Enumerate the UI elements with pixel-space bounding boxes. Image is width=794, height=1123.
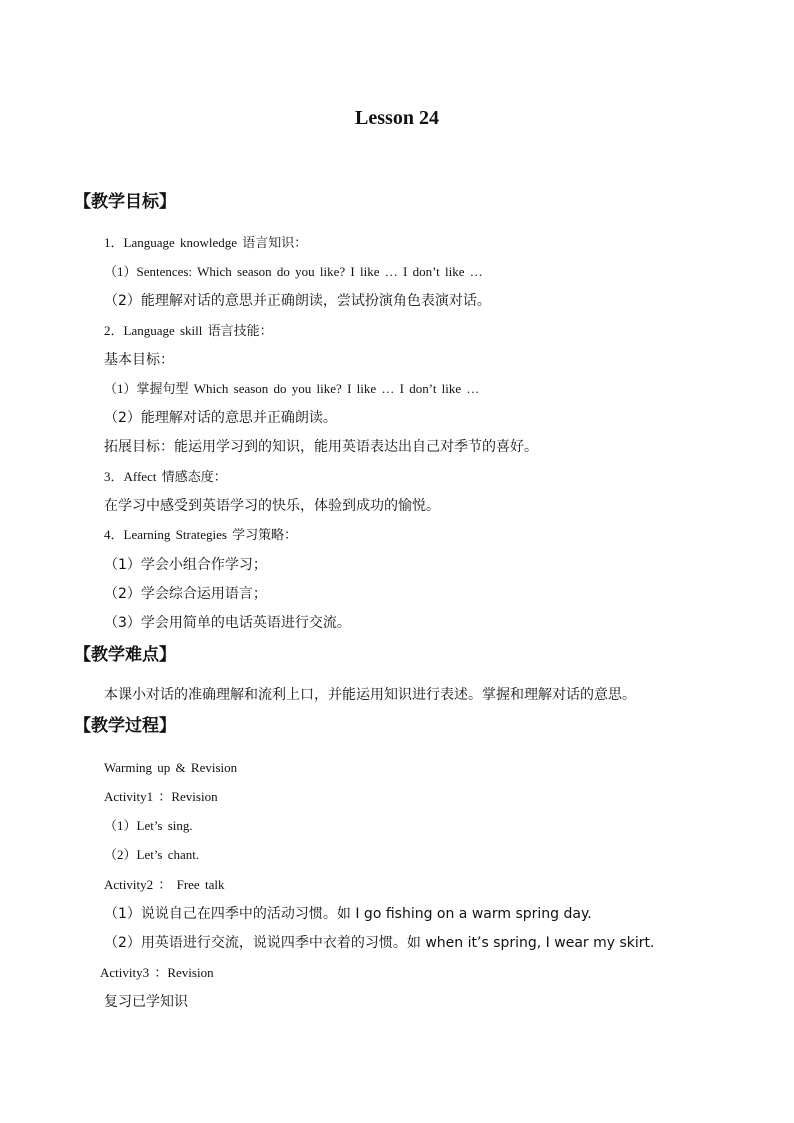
process-line-5: Activity2 ： Free talk bbox=[104, 877, 225, 892]
section-heading-process: 【教学过程】 bbox=[74, 716, 176, 736]
process-line-1: Warming up & Revision bbox=[104, 760, 238, 775]
objective-line-11: 4．Learning Strategies 学习策略： bbox=[104, 527, 298, 542]
objective-line-8: 拓展目标：能运用学习到的知识，能用英语表达出自己对季节的喜好。 bbox=[104, 439, 538, 455]
objective-line-3: （2）能理解对话的意思并正确朗读，尝试扮演角色表演对话。 bbox=[104, 293, 491, 309]
objective-line-7: （2）能理解对话的意思并正确朗读。 bbox=[104, 410, 337, 426]
objective-line-9: 3．Affect 情感态度： bbox=[104, 469, 227, 484]
difficulty-line-1: 本课小对话的准确理解和流利上口，并能运用知识进行表述。掌握和理解对话的意思。 bbox=[104, 687, 636, 703]
process-line-7: （2）用英语进行交流，说说四季中衣着的习惯。如 when it’s spring, I wear my skirt. bbox=[104, 935, 655, 951]
objective-line-2: （1）Sentences: Which season do you like? I like … I don’t like … bbox=[104, 264, 483, 279]
objective-line-12: （1）学会小组合作学习； bbox=[104, 557, 267, 573]
objective-line-13: （2）学会综合运用语言； bbox=[104, 586, 267, 602]
process-line-3: （1）Let’s sing. bbox=[104, 818, 193, 833]
process-line-4: （2）Let’s chant. bbox=[104, 847, 200, 862]
process-line-9: 复习已学知识 bbox=[104, 994, 188, 1010]
process-line-2: Activity1 ：Revision bbox=[104, 789, 218, 804]
process-line-6: （1）说说自己在四季中的活动习惯。如 I go fishing on a warm spring day. bbox=[104, 906, 592, 922]
objective-line-4: 2．Language skill 语言技能： bbox=[104, 323, 273, 338]
section-heading-objectives: 【教学目标】 bbox=[74, 192, 176, 212]
section-heading-difficulties: 【教学难点】 bbox=[74, 645, 176, 665]
objective-line-6: （1）掌握句型 Which season do you like? I like … I don’t like … bbox=[104, 381, 480, 396]
objective-line-14: （3）学会用简单的电话英语进行交流。 bbox=[104, 615, 351, 631]
objective-line-1: 1．Language knowledge 语言知识： bbox=[104, 235, 308, 250]
process-line-8: Activity3 ：Revision bbox=[100, 965, 214, 980]
page-title: Lesson 24 bbox=[355, 107, 439, 129]
objective-line-5: 基本目标： bbox=[104, 352, 174, 368]
objective-line-10: 在学习中感受到英语学习的快乐，体验到成功的愉悦。 bbox=[104, 498, 440, 514]
